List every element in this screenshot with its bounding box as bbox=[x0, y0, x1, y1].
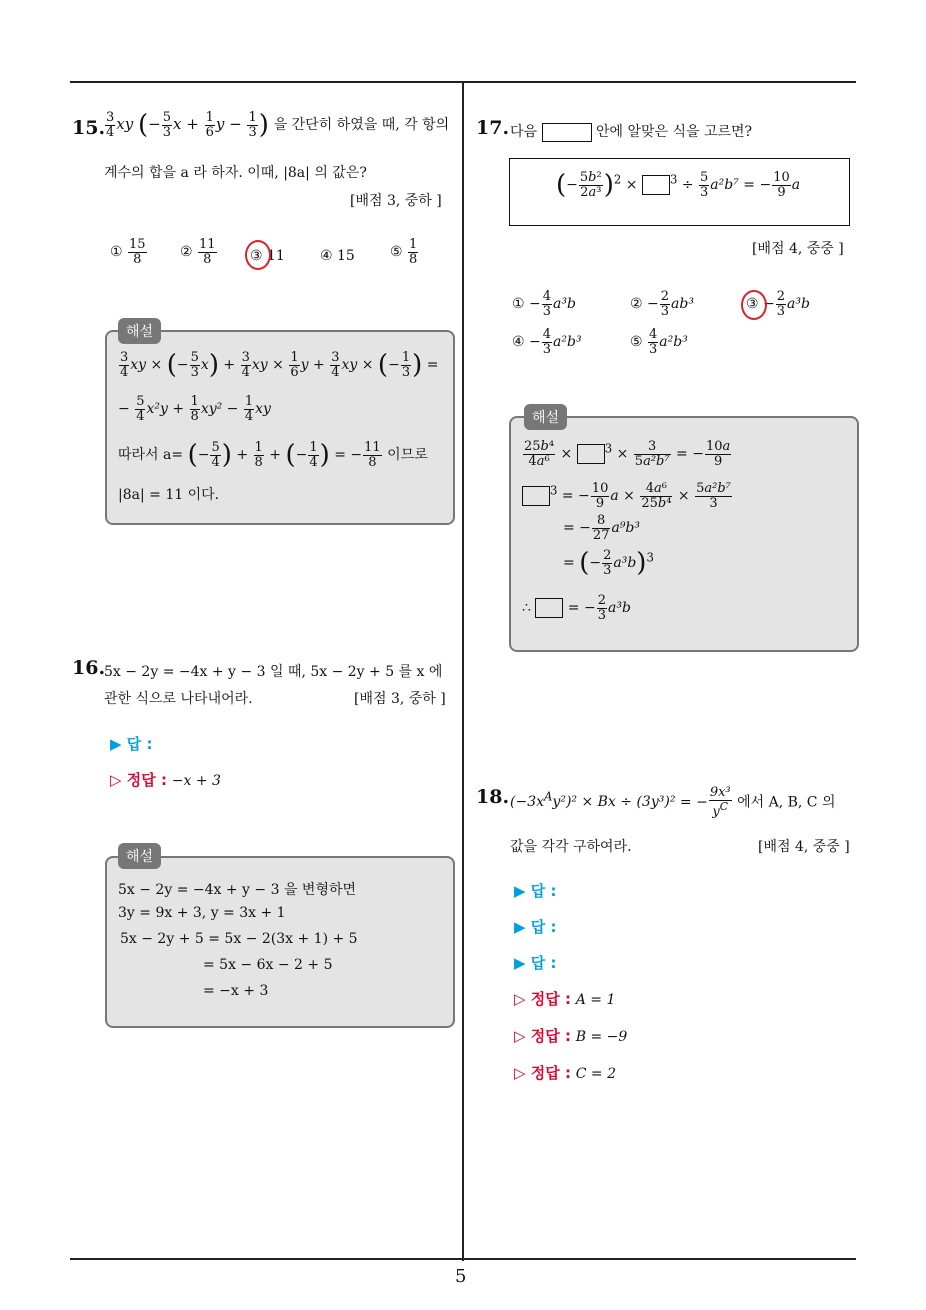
q18-number: 18. bbox=[476, 786, 510, 808]
q16-explain-line4: = 5x − 6x − 2 + 5 bbox=[203, 957, 333, 973]
q18-answer-field-b[interactable]: ▶ 답 : bbox=[514, 918, 557, 936]
q17-option-1[interactable]: ① − $\frac{4}{3}$ a³b bbox=[512, 289, 576, 319]
q17-explain-tag: 해설 bbox=[524, 404, 567, 430]
q16-explain-tag: 해설 bbox=[118, 843, 161, 869]
bottom-rule bbox=[70, 1258, 856, 1260]
q15-stem-line2: 계수의 합을 a 라 하자. 이때, |8a| 의 값은? bbox=[104, 165, 367, 181]
q15-explain-line3: 따라서 a= (− $\frac{5}{4}$ ) + $\frac{1}{8}$ + (− $\frac{1}{4}$ ) = − $\frac{11}{8}$ 이므로 bbox=[118, 439, 428, 470]
q15-option-5[interactable]: ⑤ $\frac{1}{8}$ bbox=[390, 237, 418, 267]
q15-explain-tag: 해설 bbox=[118, 318, 161, 344]
q18-correct-a: ▷ 정답 : A = 1 bbox=[514, 990, 616, 1008]
blank-box bbox=[542, 123, 592, 142]
q17-meta: [배점 4, 중중 ] bbox=[752, 241, 844, 257]
q17-explain-line3: = − $\frac{8}{27}$ a⁹b³ bbox=[563, 513, 641, 543]
q18-answer-field-a[interactable]: ▶ 답 : bbox=[514, 882, 557, 900]
q16-explain-line2: 3y = 9x + 3, y = 3x + 1 bbox=[118, 905, 286, 921]
page-number: 5 bbox=[455, 1266, 467, 1287]
q18-stem-line2: 값을 각각 구하여라. bbox=[510, 839, 632, 855]
q16-answer-field[interactable]: ▶ 답 : bbox=[110, 735, 153, 753]
q17-number: 17. bbox=[476, 117, 510, 139]
q15-explain-line4: |8a| = 11 이다. bbox=[118, 487, 220, 503]
q15-stem: $\frac{3}{4}$ xy (− $\frac{5}{3}$ x + $\frac{1}{6}$ y − $\frac{1}{3}$ ) 을 간단히 하였을 때, 각 항의 bbox=[106, 109, 450, 140]
q18-correct-b: ▷ 정답 : B = −9 bbox=[514, 1027, 628, 1045]
q16-meta: [배점 3, 중하 ] bbox=[354, 691, 446, 707]
q15-option-3[interactable]: ③ 11 bbox=[250, 248, 285, 264]
q17-stem: 다음 안에 알맞은 식을 고르면? bbox=[510, 124, 753, 140]
q17-option-3[interactable]: ③ − $\frac{2}{3}$ a³b bbox=[746, 289, 810, 319]
q18-correct-c: ▷ 정답 : C = 2 bbox=[514, 1064, 616, 1082]
q16-correct-value: −x + 3 bbox=[171, 773, 221, 789]
selected-answer-circle bbox=[741, 290, 767, 320]
q16-stem-line2: 관한 식으로 나타내어라. bbox=[104, 691, 253, 707]
q15-explain-line1: $\frac{3}{4}$ xy × (− $\frac{5}{3}$ x) + $\frac{3}{4}$ xy × $\frac{1}{6}$ y + $\frac{3}{4}$ xy × (− $\frac{1}{3}$ ) = bbox=[120, 349, 439, 380]
q17-explain-line4: = (− $\frac{2}{3}$ a³b)$^3$ bbox=[563, 547, 654, 578]
q17-equation: (− $\frac{\text{5b²}}{\text{2a³}}$ )$^2$ × $^3$ ÷ $\frac{5}{3}$ a²b⁷ = − $\frac{10}{9}$ a bbox=[556, 169, 801, 200]
q16-stem: 5x − 2y = −4x + y − 3 일 때, 5x − 2y + 5 를 x 에 bbox=[104, 664, 443, 680]
q16-explain-line5: = −x + 3 bbox=[203, 983, 269, 999]
q18-answer-field-c[interactable]: ▶ 답 : bbox=[514, 954, 557, 972]
q16-explain-line3: 5x − 2y + 5 = 5x − 2(3x + 1) + 5 bbox=[120, 931, 358, 947]
q16-number: 16. bbox=[72, 657, 106, 679]
q15-option-1[interactable]: ① $\frac{15}{8}$ bbox=[110, 237, 146, 267]
q15-explain-line2: − $\frac{5}{4}$ x²y + $\frac{1}{8}$ xy² − $\frac{1}{4}$ xy bbox=[118, 394, 271, 424]
q15-option-4[interactable]: ④ 15 bbox=[320, 248, 355, 264]
selected-answer-circle bbox=[245, 240, 271, 270]
q17-option-4[interactable]: ④ − $\frac{4}{3}$ a²b³ bbox=[512, 327, 582, 357]
q18-stem: $(-3x^Ay^2)^2 \times Bx \div (3y^3)^2$ = − $\frac{\text{9x³}}{y^C}$ 에서 A, B, C 의 bbox=[510, 785, 836, 819]
q16-explain-line1: 5x − 2y = −4x + y − 3 을 변형하면 bbox=[118, 882, 357, 898]
q18-meta: [배점 4, 중중 ] bbox=[758, 839, 850, 855]
column-divider bbox=[462, 81, 464, 1261]
q15-number: 15. bbox=[72, 117, 106, 139]
q18-stem-text: 에서 A, B, C 의 bbox=[737, 794, 836, 811]
q17-option-2[interactable]: ② − $\frac{2}{3}$ ab³ bbox=[630, 289, 694, 319]
q15-option-2[interactable]: ② $\frac{11}{8}$ bbox=[180, 237, 216, 267]
q15-meta: [배점 3, 중하 ] bbox=[350, 193, 442, 209]
q17-option-5[interactable]: ⑤ $\frac{4}{3}$ a²b³ bbox=[630, 327, 688, 357]
q17-explain-line5: ∴ = − $\frac{2}{3}$ a³b bbox=[522, 593, 631, 623]
q17-explain-line2: $^3$ = − $\frac{10}{9}$ a × $\frac{\text{4a⁶}}{\text{25b⁴}}$ × $\frac{\text{5a²b⁷}}{3}$ bbox=[522, 482, 733, 510]
q16-correct-label: ▷ 정답 : bbox=[110, 771, 167, 789]
q15-stem-text: 을 간단히 하였을 때, 각 항의 bbox=[273, 117, 450, 133]
q16-correct bbox=[110, 769, 221, 790]
q17-explain-line1: $\frac{\text{25b⁴}}{\text{4a⁶}}$ × $^3$ × $\frac{3}{\text{5a²b⁷}}$ = − $\frac{10a}{9}$ bbox=[524, 439, 731, 469]
